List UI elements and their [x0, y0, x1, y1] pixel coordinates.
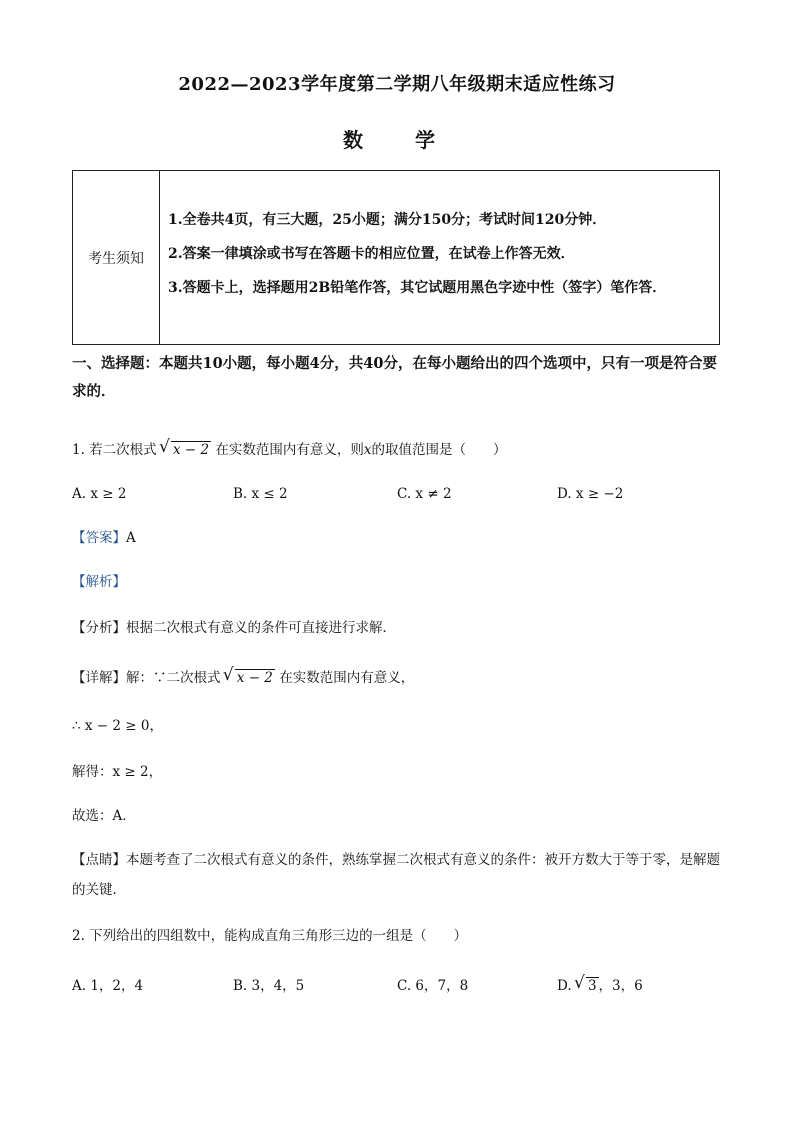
notice-label: 考生须知 — [73, 171, 160, 345]
sqrt-expression — [161, 440, 211, 460]
dianjing-tag: 【点睛】 — [72, 852, 126, 868]
step-3: 故选：A． — [72, 808, 136, 824]
subject-title: 数 学 — [343, 128, 451, 152]
section-heading: 一、选择题：本题共10小题，每小题4分，共40分，在每小题给出的四个选项中，只有一项是符合要求的． — [72, 355, 717, 400]
q2-option-d — [557, 976, 643, 996]
detail-post: 在实数范围内有意义， — [279, 670, 415, 686]
q1-option-b: B. x ≤ 2 — [233, 486, 288, 502]
question-1 — [72, 440, 507, 460]
q1-mid: 在实数范围内有意义，则 — [215, 442, 364, 458]
question-2: 2. 下列给出的四组数中，能构成直角三角形三边的一组是（ ） — [72, 928, 468, 944]
dianjing-text: 本题考查了二次根式有意义的条件，熟练掌握二次根式有意义的条件：被开方数大于等于零，是解题的关键． — [72, 852, 720, 898]
q2-option-c: C. 6，7，8 — [397, 978, 469, 994]
detail-tag: 【详解】 — [72, 670, 126, 686]
step-1: ∴ x − 2 ≥ 0， — [72, 718, 163, 734]
step-2: 解得：x ≥ 2， — [72, 764, 163, 780]
q1-pre: 1. 若二次根式 — [72, 442, 157, 458]
fenxi-tag: 【分析】 — [72, 620, 126, 636]
analysis-tag — [72, 572, 126, 592]
q2-option-b: B. 3，4，5 — [233, 978, 305, 994]
detail-sqrt-expression — [225, 668, 275, 688]
q2-option-d-radicand: 3 — [587, 978, 597, 994]
dianjing-paragraph — [72, 845, 722, 905]
detail-radicand: x − 2 — [236, 670, 273, 686]
answer-line — [72, 528, 136, 548]
answer-value: A — [126, 530, 136, 546]
q1-option-a: A. x ≥ 2 — [72, 486, 127, 502]
notice-table — [72, 170, 720, 345]
notice-content — [160, 171, 720, 345]
fenxi-text: 根据二次根式有意义的条件可直接进行求解． — [126, 620, 396, 636]
q1-option-d: D. x ≥ −2 — [557, 486, 624, 502]
q2-option-d-sqrt — [576, 976, 599, 996]
detail-pre: 解：∵二次根式 — [126, 670, 221, 686]
q2-option-d-rest: ，3，6 — [598, 978, 643, 994]
analysis-label: 【解析】 — [72, 574, 126, 590]
fenxi-line — [72, 618, 396, 638]
notice-item: 2.答案一律填涂或书写在答题卡的相应位置，在试卷上作答无效． — [168, 245, 575, 262]
q1-post: 的取值范围是（ ） — [371, 442, 507, 458]
q2-option-a: A. 1，2，4 — [72, 978, 144, 994]
q2-option-d-label: D. — [557, 978, 572, 994]
notice-item: 3.答题卡上，选择题用2B铅笔作答，其它试题用黑色字迹中性（签字）笔作答． — [168, 279, 667, 296]
radicand: x − 2 — [172, 442, 210, 458]
q1-option-c: C. x ≠ 2 — [397, 486, 452, 502]
detail-line — [72, 668, 414, 688]
exam-title: 2022—2023学年度第二学期八年级期末适应性练习 — [178, 74, 616, 95]
notice-item: 1.全卷共4页，有三大题，25小题；满分150分；考试时间120分钟． — [168, 211, 607, 228]
answer-tag: 【答案】 — [72, 530, 126, 546]
q1-var: x — [363, 442, 372, 458]
